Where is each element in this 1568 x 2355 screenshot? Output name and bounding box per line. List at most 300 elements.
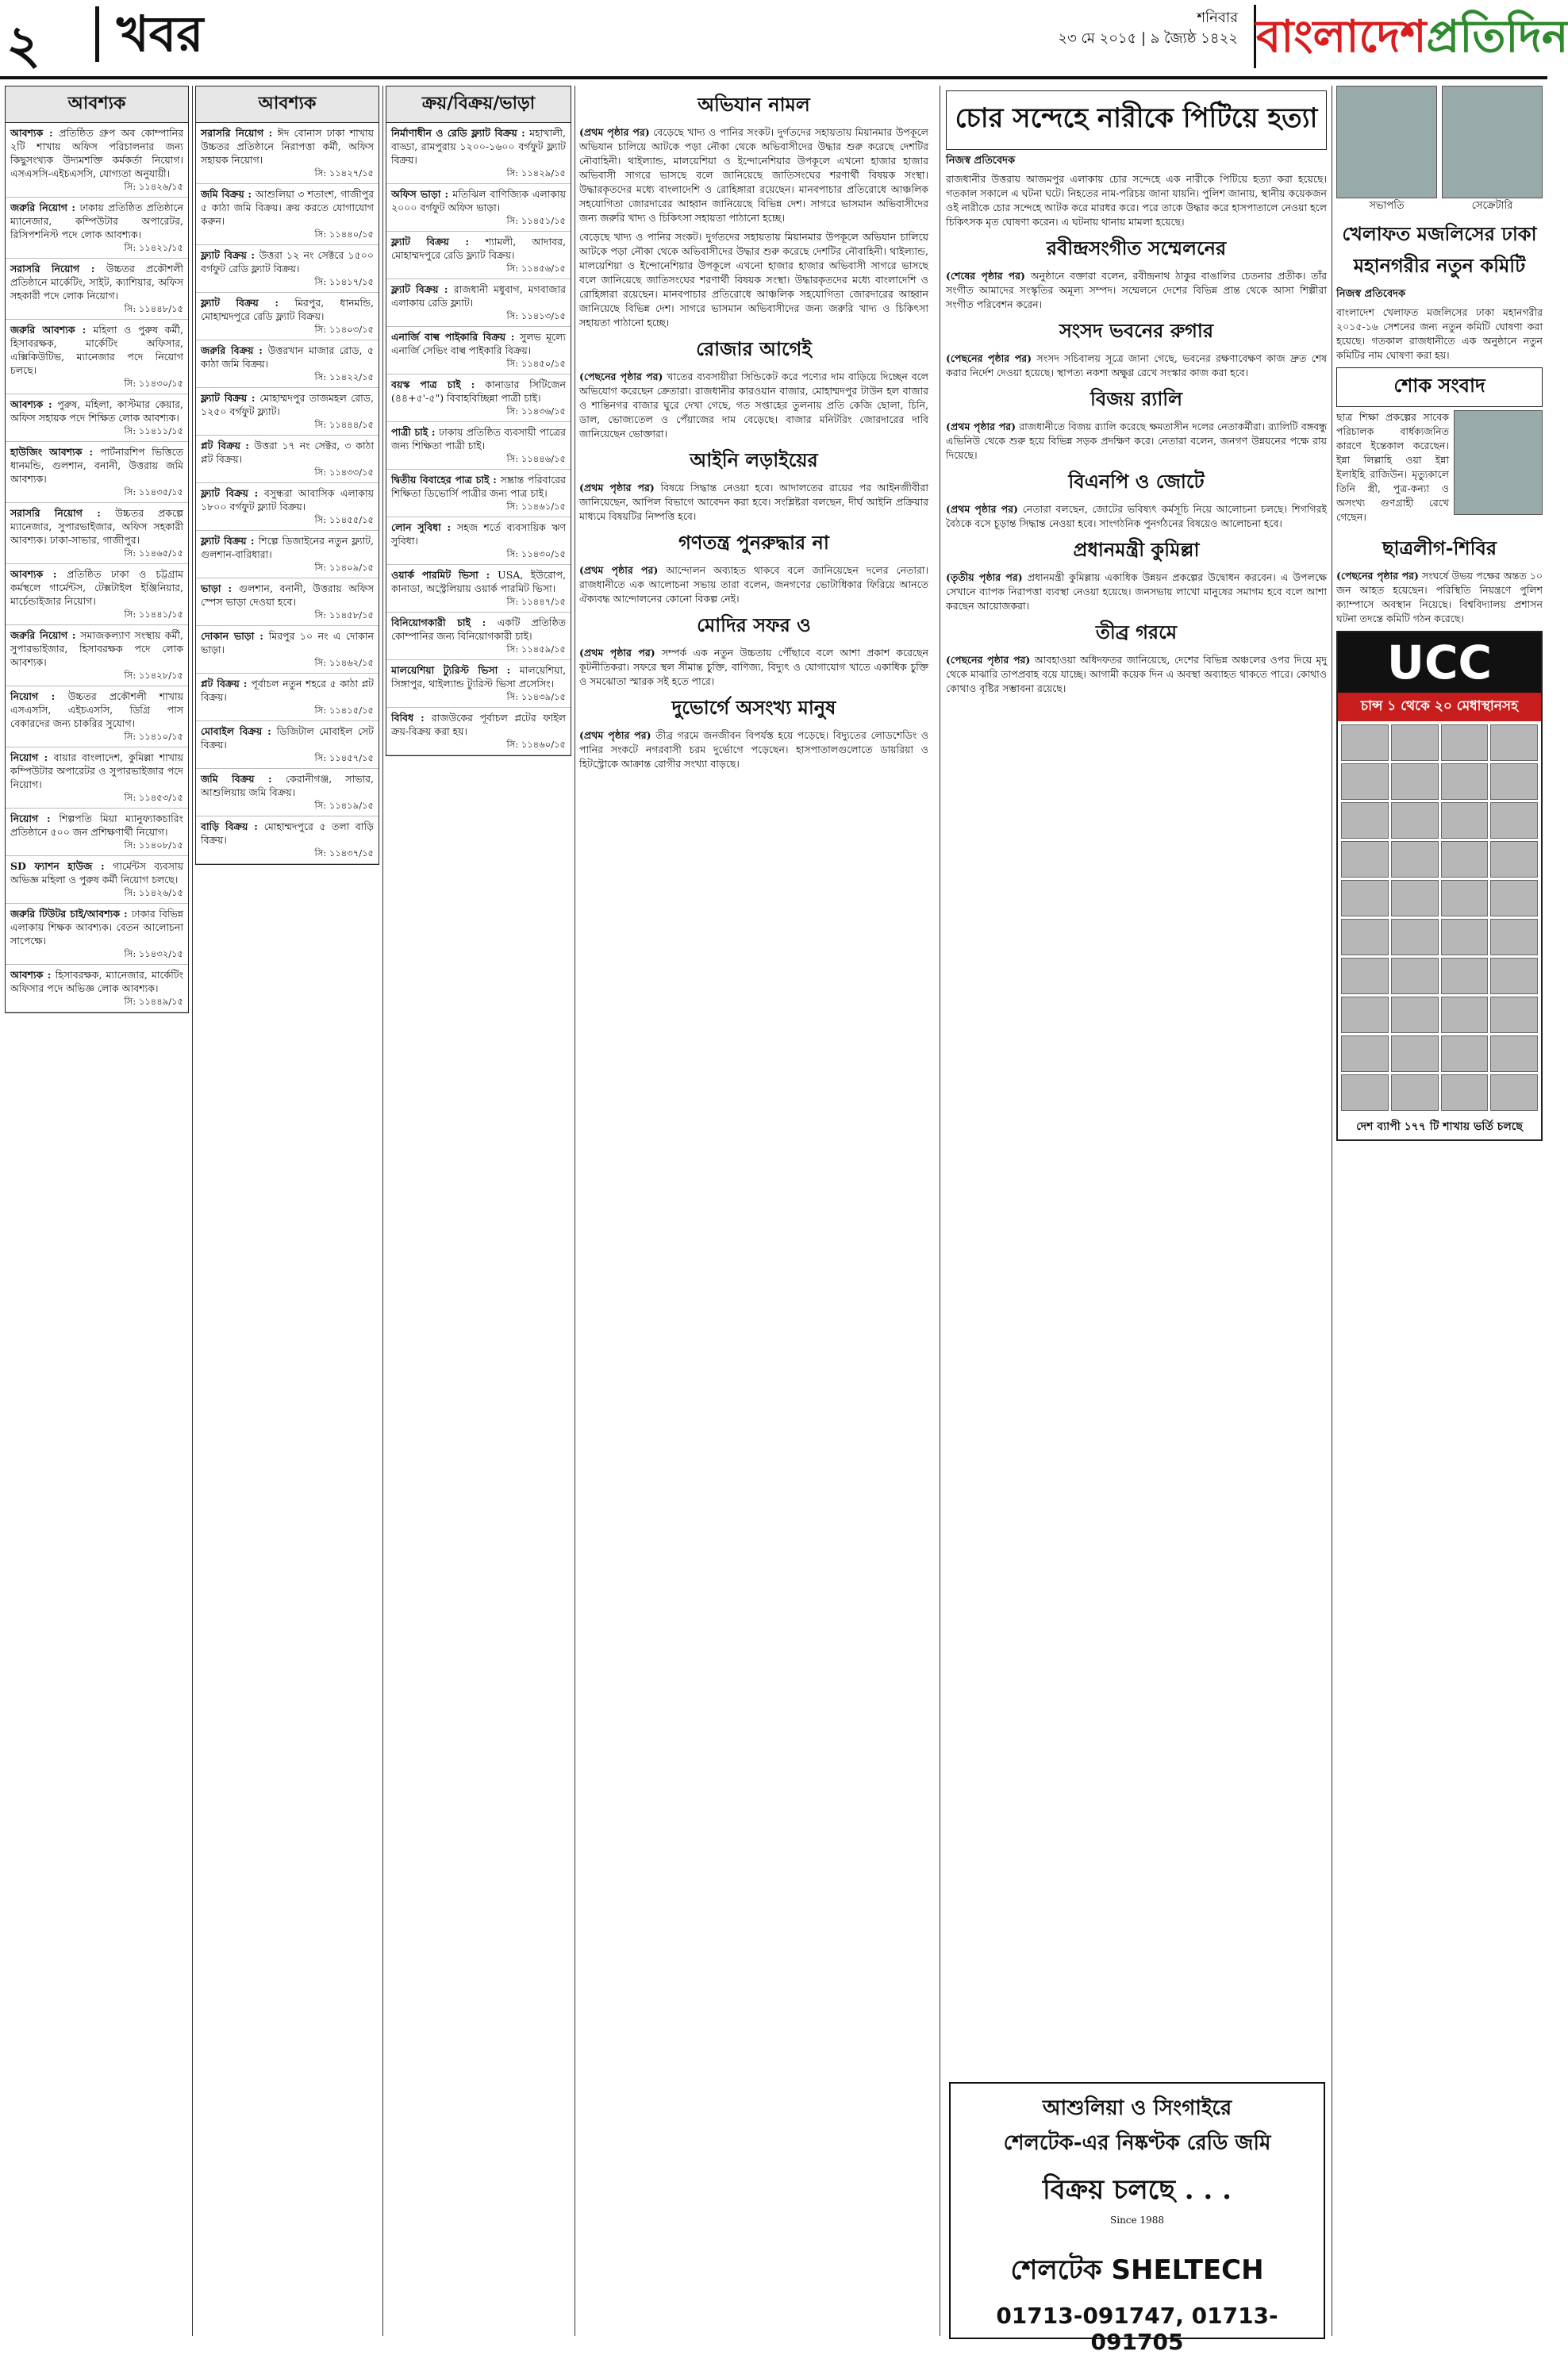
- classified-ad: [196, 123, 379, 184]
- news-headline: বিএনপি ও জোটে: [1068, 470, 1205, 493]
- news-body: [579, 230, 928, 330]
- ad-text: সম্ভ্রান্ত পরিবারের শিক্ষিতা ডিভোর্সি পাত্রীর জন্য পাত্র চাই।: [391, 474, 566, 499]
- ucc-student-photo: [1391, 841, 1439, 878]
- ad-code: সি: ১১৪৪৬/১৫: [506, 453, 566, 464]
- news-body: [946, 653, 1327, 696]
- classifieds-col-2: [195, 86, 379, 2336]
- ad-text: মিরপুর ১০ নং এ দোকান ভাড়া।: [201, 630, 374, 655]
- ad-code: সি: ১১৪৩৯/১৫: [506, 691, 566, 702]
- news-body: [579, 370, 928, 441]
- ucc-student-photo: [1441, 763, 1489, 800]
- classified-ad: [6, 965, 188, 1012]
- classified-ad: [196, 674, 379, 721]
- ad-lead: ফ্ল্যাট বিক্রয় :: [201, 297, 295, 309]
- news-headline: মোদির সফর ও: [697, 613, 811, 636]
- ucc-student-photo: [1391, 880, 1439, 916]
- classified-ad: [6, 394, 188, 442]
- classified-ad: [196, 436, 379, 483]
- ad-lead: নিয়োগ :: [10, 751, 54, 763]
- classified-ad: [6, 856, 188, 904]
- ad-line: শেলটেক-এর নিষ্কণ্টক রেডি জমি: [1003, 2131, 1271, 2155]
- ad-code: সি: ১১৪৩৫/১৫: [124, 486, 183, 498]
- news-body: [579, 646, 928, 689]
- ad-lead: নিয়োগ :: [10, 690, 68, 702]
- ad-text: উত্তরা ১৭ নং সেক্টর, ৩ কাঠা প্লট বিক্রয়।: [201, 440, 374, 465]
- ad-code: সি: ১১৪৩০/১৫: [124, 378, 183, 389]
- news-continuation: (পেছনের পৃষ্ঠার পর): [946, 654, 1031, 666]
- classified-ad: [386, 660, 571, 708]
- ad-code: সি: ১১৪২৬/১৫: [124, 887, 183, 898]
- classified-ad: [196, 388, 379, 436]
- ucc-student-photo: [1441, 997, 1489, 1033]
- news-continuation: (তৃতীয় পৃষ্ঠার পর): [946, 571, 1023, 583]
- ad-code: সি: ১১৪৩০/১৫: [506, 548, 566, 559]
- ucc-student-photo: [1341, 880, 1389, 916]
- ad-lead: অফিস ভাড়া :: [391, 188, 453, 200]
- ad-code: সি: ১১৪৫১/১৫: [506, 215, 566, 226]
- news-text: সংঘর্ষে উভয় পক্ষের অন্তত ১০ জন আহত হয়েছেন। পরিস্থিতি নিয়ন্ত্রণে পুলিশ ক্যাম্পাসে অবস্থান নিয়েছে। বিশ্ববিদ্যালয় প্রশাসন ঘটনা তদন্তে কমিটি গঠন করেছে।: [1336, 570, 1543, 624]
- ad-line: আশুলিয়া ও সিংগাইরে: [1042, 2096, 1232, 2120]
- news-continuation: (শেষের পৃষ্ঠার পর): [946, 270, 1025, 282]
- ad-code: সি: ১১৪২৯/১৫: [506, 167, 566, 179]
- ucc-student-photo: [1391, 997, 1439, 1033]
- ad-text: গার্মেন্টস ব্যবসায় অভিজ্ঞ মহিলা ও পুরুষ কর্মী নিয়োগ চলছে।: [10, 860, 183, 886]
- ad-text: আশুলিয়া ৩ শতাংশ, গাজীপুর ৫ কাঠা জমি বিক্রয়। ক্রয় করতে যোগাযোগ করুন।: [201, 188, 375, 227]
- ad-code: সি: ১১৪৪৭/১৫: [506, 596, 566, 607]
- ad-text: মোহাম্মদপুরে ৫ তলা বাড়ি বিক্রয়।: [201, 820, 374, 846]
- ad-text: সহজ শর্তে ব্যবসায়িক ঋণ সুবিধা।: [391, 521, 567, 547]
- sheltech-ad[interactable]: [949, 2082, 1325, 2355]
- classified-ad: [6, 809, 188, 856]
- ucc-student-photo: [1341, 958, 1389, 994]
- ad-code: সি: ১১৪৬২/১৫: [314, 657, 374, 668]
- ucc-student-photo: [1341, 724, 1389, 761]
- classified-ad: [196, 184, 379, 245]
- ad-lead: ফ্ল্যাট বিক্রয় :: [201, 249, 259, 261]
- classified-ad: [386, 708, 571, 755]
- ad-lead: নির্মাণাধীন ও রেডি ফ্ল্যাট বিক্রয় :: [391, 127, 530, 139]
- ucc-student-photo: [1341, 919, 1389, 955]
- masthead-green: প্রতিদিন: [1426, 10, 1568, 63]
- classified-ad: [386, 279, 571, 327]
- news-text: ছাত্র শিক্ষা প্রকল্পের সাবেক পরিচালক বার্ধক্যজনিত কারণে ইন্তেকাল করেছেন। ইন্না লিল্লাহি ওয়া ইন্না ইলাইহি রাজিউন। মৃত্যুকালে তিনি স্ত্রী, পুত্র-কন্যা ও অসংখ্য গুণগ্রাহী রেখে গেছেন।: [1336, 411, 1449, 523]
- news-byline: নিজস্ব প্রতিবেদক: [1336, 288, 1406, 300]
- ad-lead: ওয়ার্ক পারমিট ভিসা :: [391, 569, 498, 581]
- ad-code: সি: ১১৪৪৯/১৫: [124, 996, 183, 1007]
- ad-text: USA, ইউরোপ, কানাডা, অস্ট্রেলিয়ায় ওয়ার্ক পারমিট ভিসা।: [391, 569, 566, 594]
- news-col-middle: [946, 86, 1327, 2336]
- ad-lead: মোবাইল বিক্রয় :: [201, 725, 277, 737]
- ad-text: কানাডার সিটিজেন (৪৪+৫'-৫") বিবাহবিচ্ছিন্না পাত্রী চাই।: [391, 378, 566, 404]
- ad-text: শ্যামলী, আদাবর, মোহাম্মদপুরে রেডি ফ্ল্যাট বিক্রয়।: [391, 236, 566, 261]
- ad-text: উচ্চতর প্রকৌশলী প্রতিষ্ঠানে মার্কেটিং, সাইট, ক্যাশিয়ার, অফিস সহকারী পদে লোক নিয়োগ।: [10, 263, 183, 302]
- ad-code: সি: ১১৪৪০/১৫: [314, 229, 374, 240]
- ad-lead: ভাড়া :: [201, 582, 240, 594]
- classified-ad: [196, 340, 379, 388]
- ad-text: পুরুষ, মহিলা, কাস্টমার কেয়ার, অফিস সহায়ক পদে শিক্ষিত লোক আবশ্যক।: [10, 398, 184, 424]
- ad-text: রাজউকের পূর্বাচল প্লটের ফাইল ক্রয়-বিক্রয় করা হয়।: [391, 712, 566, 737]
- ad-text: মহাখালী, বাড্ডা, রামপুরায় ১২০০-১৬০০ বর্গফুট ফ্ল্যাট বিক্রয়।: [391, 127, 566, 166]
- news-headline: খেলাফত মজলিসের ঢাকা মহানগরীর নতুন কমিটি: [1342, 222, 1537, 277]
- classified-ad: [6, 904, 188, 965]
- ad-lead: ফ্ল্যাট বিক্রয় :: [391, 236, 486, 248]
- news-text: তীব্র গরমে জনজীবন বিপর্যস্ত হয়ে পড়েছে। বিদ্যুতের লোডশেডিং ও পানির সংকটে নগরবাসী চরম দুর্ভোগে পড়েছেন। হাসপাতালগুলোতে ডায়রিয়া ও হিটস্ট্রোকে আক্রান্ত রোগীর সংখ্যা বাড়ছে।: [579, 729, 929, 770]
- ad-text: ঈদ বোনাস ঢাকা শাখায় উচ্চতর প্রতিষ্ঠানে নিরাপত্তা কর্মী, অফিস সহায়ক নিয়োগ।: [201, 127, 374, 166]
- masthead-red: বাংলাদেশ: [1256, 10, 1427, 63]
- ad-text: সুলভ মূল্যে এনার্জি সেভিং বাল্ব পাইকারি বিক্রয়।: [391, 331, 566, 356]
- news-continuation: (প্রথম পৃষ্ঠার পর): [946, 503, 1018, 515]
- news-body: [946, 571, 1327, 613]
- ucc-student-photo: [1441, 802, 1489, 839]
- ad-lead: আবশ্যক :: [10, 127, 60, 139]
- news-headline: শোক সংবাদ: [1336, 367, 1543, 407]
- news-text: বেড়েছে খাদ্য ও পানির সংকট। দুর্গতদের সহায়তায় মিয়ানমার উপকূলে অভিযান চালিয়ে আটকে পড়া নৌকা থেকে অভিবাসীদের উদ্ধার শুরু করেছে দেশটির নৌবাহিনী। থাইল্যান্ড, মালয়েশিয়া ও ইন্দোনেশিয়ার উপকূলে এখনো হাজার হাজার অভিবাসী সাগরে ভাসছে বলে জানিয়েছে জাতিসংঘের শরণার্থী বিষয়ক সংস্থা। উদ্ধারকৃতদের মধ্যে বাংলাদেশি ও রোহিঙ্গারা রয়েছেন। মানবপাচার প্রতিরোধে আঞ্চলিক সহযোগিতা জোরদারের আহ্বান জানিয়েছে বিভিন্ন দেশ। সাগরে ভাসমান অভিবাসীদের জন্য জরুরি খাদ্য ও চিকিৎসা সহায়তা পাঠানো হচ্ছে।: [579, 126, 928, 224]
- ad-lead: হাউজিং আবশ্যক :: [10, 446, 101, 458]
- ucc-student-photo: [1441, 958, 1489, 994]
- classified-ad: [386, 565, 571, 613]
- news-body: [579, 125, 928, 225]
- page-number: ২: [6, 13, 40, 75]
- ad-lead: নিয়োগ :: [10, 813, 60, 824]
- ad-lead: প্লট বিক্রয় :: [201, 440, 255, 451]
- ad-text: বায়ার বাংলাদেশ, কুমিল্লা শাখায় কম্পিউটার অপারেটর ও সুপারভাইজার পদে নিয়োগ।: [10, 751, 183, 790]
- ucc-student-photo: [1391, 958, 1439, 994]
- ad-lead: জমি বিক্রয় :: [201, 188, 256, 200]
- ad-text: ঢাকায় প্রতিষ্ঠিত প্রতিষ্ঠানে ম্যানেজার, কম্পিউটার অপারেটর, রিসিপশনিস্ট পদে লোক আবশ্যক।: [10, 202, 183, 240]
- ucc-student-photo: [1391, 1074, 1439, 1111]
- ad-text: মতিঝিল বাণিজ্যিক এলাকায় ২০০০ বর্গফুট অফিস ভাড়া।: [391, 188, 566, 213]
- portrait-caption: সেক্রেটারি: [1471, 200, 1513, 212]
- classifieds-title: আবশ্যক: [6, 86, 188, 123]
- ad-lead: আবশ্যক :: [10, 568, 67, 580]
- ad-code: সি: ১১৪৩২/১৫: [124, 948, 183, 959]
- classified-ad: [386, 517, 571, 565]
- ad-lead: ফ্ল্যাট বিক্রয় :: [201, 487, 264, 499]
- ad-code: সি: ১১৪২৭/১৫: [314, 167, 374, 179]
- ad-lead: সরাসরি নিয়োগ :: [10, 263, 106, 275]
- ad-text: মোহাম্মদপুর তাজমহল রোড, ১২৫০ বর্গফুট ফ্ল্যাট।: [201, 392, 374, 417]
- ad-code: সি: ১১৪৫৭/১৫: [314, 752, 374, 763]
- ad-text: শিল্পে ডিজাইনের নতুন ফ্ল্যাট, গুলশান-বারিধারা।: [201, 535, 374, 560]
- portrait-row: [1336, 86, 1543, 215]
- ad-code: সি: ১১৪১৭/১৫: [314, 276, 374, 287]
- news-headline-lead: চোর সন্দেহে নারীকে পিটিয়ে হত্যা: [946, 90, 1327, 150]
- classified-ad: [6, 564, 188, 625]
- classified-ad: [386, 613, 571, 660]
- dateline: [889, 8, 1238, 49]
- news-body: [946, 269, 1327, 312]
- ad-text: প্রতিষ্ঠিত গ্রুপ অব কোম্পানির ২টি শাখায় অফিস পরিচালনার জন্য কিছুসংখ্যক উদ্যমশক্তি কর্মকর্তা নিয়োগ। এসএসসি-এইচএসসি, যোগ্যতা অনুযায়ী।: [10, 127, 183, 179]
- ad-lead: বিনিয়োগকারী চাই :: [391, 617, 498, 628]
- ucc-student-photo: [1341, 841, 1389, 878]
- classified-ad: [386, 375, 571, 422]
- page-header: [0, 0, 1568, 79]
- news-continuation: (পেছনের পৃষ্ঠার পর): [579, 371, 663, 382]
- ad-since: Since 1988: [1110, 2215, 1164, 2226]
- news-byline: নিজস্ব প্রতিবেদক: [946, 155, 1016, 167]
- ucc-student-photo: [1490, 958, 1538, 994]
- ad-text: প্রতিষ্ঠিত ঢাকা ও চট্টগ্রাম কর্মস্থলে গার্মেন্টস, টেক্সটাইল ইঞ্জিনিয়ার, মার্চেন্ডাইজার নিয়োগ।: [10, 568, 183, 607]
- ad-text: উচ্চতর প্রকল্পে ম্যানেজার, সুপারভাইজার, অফিস সহকারী আবশ্যক। ঢাকা-সাভার, গাজীপুর।: [10, 507, 183, 546]
- news-text: প্রধানমন্ত্রী কুমিল্লায় একাধিক উন্নয়ন প্রকল্পের উদ্বোধন করবেন। এ উপলক্ষে সেখানে ব্যাপক নিরাপত্তা ব্যবস্থা নেওয়া হয়েছে। জনসভায় লাখো মানুষের সমাগম হবে বলে আশা করছেন আয়োজকরা।: [946, 571, 1327, 612]
- classified-ad: [196, 769, 379, 816]
- classified-ad: [196, 483, 379, 531]
- classifieds-box-3: [386, 86, 571, 756]
- news-continuation: (প্রথম পৃষ্ঠার পর): [579, 126, 650, 138]
- news-text: বিষয়ে সিদ্ধান্ত নেওয়া হবে। আদালতের রায়ের পর আইনজীবীরা জানিয়েছেন, আপিল বিভাগে আবেদন করা হবে। সংশ্লিষ্টরা বলছেন, দীর্ঘ আইনি প্রক্রিয়ার মাধ্যমে বিষয়টির নিষ্পত্তি হবে।: [579, 482, 928, 522]
- ad-text: ঢাকার বিভিন্ন এলাকায় শিক্ষক আবশ্যক। বেতন আলোচনা সাপেক্ষে।: [10, 908, 183, 947]
- ad-lead: জমি বিক্রয় :: [201, 773, 286, 785]
- ucc-student-photo: [1341, 1074, 1389, 1111]
- classified-ad: [196, 626, 379, 674]
- ucc-subtitle: চান্স ১ থেকে ২০ মেধাস্থানসহ: [1338, 693, 1541, 721]
- ad-text: ঢাকায় প্রতিষ্ঠিত ব্যবসায়ী পাত্রের জন্য শিক্ষিতা পাত্রী চাই।: [391, 426, 566, 451]
- news-body: [579, 481, 928, 524]
- ad-text: শিল্পপতি মিয়া ম্যানুফ্যাকচারিং প্রতিষ্ঠানে ৫০০ জন প্রশিক্ষণার্থী নিয়োগ।: [10, 813, 183, 838]
- ad-text: পার্টনারশিপ ভিত্তিতে ধানমন্ডি, গুলশান, বনানী, উত্তরায় জমি আবশ্যক।: [10, 446, 184, 485]
- classifieds-col-3: [386, 86, 571, 2336]
- news-body: [579, 728, 928, 771]
- ad-code: সি: ১১৪২৬/১৫: [124, 181, 183, 192]
- ucc-student-photo: [1490, 763, 1538, 800]
- ad-lead: প্লট বিক্রয় :: [201, 678, 252, 690]
- classified-ad: [196, 531, 379, 578]
- ucc-coaching-ad[interactable]: [1336, 631, 1543, 1141]
- classified-ad: [6, 259, 188, 320]
- ucc-student-photo: [1441, 724, 1489, 761]
- ad-code: সি: ১১৪৫৬/১৫: [506, 263, 566, 274]
- ad-code: সি: ১১৪৫৮/১৫: [314, 609, 374, 620]
- classified-ad: [386, 232, 571, 279]
- ad-lead: বিবিধ :: [391, 712, 432, 724]
- ad-code: সি: ১১৪০৩/১৫: [314, 324, 374, 335]
- ad-lead: জরুরি নিয়োগ :: [10, 629, 81, 641]
- news-headline: দুভোর্গে অসংখ্য মানুষ: [671, 696, 836, 719]
- portrait-caption: সভাপতি: [1369, 200, 1405, 212]
- ucc-student-photo: [1341, 997, 1389, 1033]
- ad-lead: দ্বিতীয় বিবাহের পাত্র চাই :: [391, 474, 501, 486]
- ad-lead: আবশ্যক :: [10, 969, 56, 981]
- classified-ad: [386, 470, 571, 517]
- news-headline: বিজয় র‍্যালি: [1090, 387, 1183, 410]
- ucc-student-photo: [1391, 802, 1439, 839]
- ad-code: সি: ১১৪১০/১৫: [124, 731, 183, 742]
- ucc-student-photo: [1490, 1074, 1538, 1111]
- classified-ad: [196, 293, 379, 340]
- ad-code: সি: ১১৪২৮/১৫: [124, 670, 183, 681]
- news-body: [1336, 305, 1543, 363]
- classifieds-col-1: [5, 86, 189, 2336]
- ad-text: ডিজিটাল মোবাইল সেট বিক্রয়।: [201, 725, 374, 751]
- ad-lead: জরুরি আবশ্যক :: [10, 324, 94, 336]
- ad-lead: দোকান ভাড়া :: [201, 630, 269, 642]
- ucc-student-photo: [1490, 919, 1538, 955]
- ucc-student-photo: [1441, 1074, 1489, 1111]
- news-text: সংসদ সচিবালয় সূত্রে জানা গেছে, ভবনের রক্ষণাবেক্ষণ কাজ দ্রুত শেষ করার নির্দেশ দেওয়া হয়েছে। স্থাপত্য নকশা অক্ষুণ্ণ রেখে সংস্কার কাজ করা হবে।: [946, 352, 1327, 378]
- obituary-photo: [1454, 410, 1543, 515]
- classified-ad: [6, 198, 188, 259]
- ad-text: পূর্বাচল নতুন শহরে ৫ কাঠা প্লট বিক্রয়।: [201, 678, 374, 703]
- ad-code: সি: ১১৪৪৪/১৫: [314, 419, 374, 430]
- classifieds-title: ক্রয়/বিক্রয়/ভাড়া: [386, 86, 571, 123]
- ad-text: রাজধানী মধুবাগ, মগবাজার এলাকায় রেডি ফ্ল্যাট।: [391, 283, 566, 309]
- ad-phone: 01713-091747, 01713-091705: [996, 2303, 1278, 2355]
- section-title: খবর: [95, 6, 203, 62]
- ad-code: সি: ১১৪৬১/১৫: [506, 501, 566, 512]
- ucc-student-photo: [1391, 1035, 1439, 1072]
- ad-lead: সরাসরি নিয়োগ :: [10, 507, 116, 519]
- ad-text: সমাজকল্যাণ সংস্থায় কর্মী, সুপারভাইজার, হিসাবরক্ষক পদে লোক আবশ্যক।: [10, 629, 183, 668]
- news-headline: রোজার আগেই: [696, 337, 812, 360]
- classified-ad: [196, 816, 379, 864]
- ad-code: সি: ১১৪৩৩/১৫: [314, 467, 374, 478]
- classified-ad: [386, 422, 571, 470]
- ucc-student-photo: [1490, 880, 1538, 916]
- classified-ad: [6, 123, 188, 198]
- ucc-student-photo: [1341, 1035, 1389, 1072]
- news-text: রাজধানীতে বিজয় র‍্যালি করেছে ক্ষমতাসীন দলের নেতাকর্মীরা। র‍্যালিটি বঙ্গবন্ধু এভিনিউ থেকে শুরু হয়ে বিভিন্ন সড়ক প্রদক্ষিণ করে। নেতারা বলেন, জনগণ উন্নয়নের পক্ষে রায় দিয়েছে।: [946, 421, 1327, 461]
- ad-text: একটি প্রতিষ্ঠিত কোম্পানির জন্য বিনিয়োগকারী চাই।: [391, 617, 567, 642]
- day-label: শনিবার: [1197, 10, 1238, 26]
- news-text: আন্দোলন অব্যাহত থাকবে বলে জানিয়েছেন দলের নেতারা। রাজধানীতে এক আলোচনা সভায় তারা বলেন, জনগণের ভোটাধিকার ফিরিয়ে আনতে ঐক্যবদ্ধ আন্দোলনের কোনো বিকল্প নেই।: [579, 564, 929, 605]
- news-headline: রবীন্দ্রসংগীত সম্মেলনের: [1046, 236, 1227, 259]
- ucc-student-photo: [1391, 724, 1439, 761]
- classified-ad: [386, 327, 571, 375]
- ad-code: সি: ১১৪৩৬/১৫: [506, 405, 566, 417]
- sheltech-logo: শেলটেক SHELTECH: [1010, 2254, 1264, 2286]
- news-headline: অভিযান নামল: [698, 93, 810, 116]
- classifieds-box-2: [195, 86, 379, 865]
- ads-list: [6, 123, 188, 1012]
- news-text: বেড়েছে খাদ্য ও পানির সংকট। দুর্গতদের সহায়তায় মিয়ানমার উপকূলে অভিযান চালিয়ে আটকে পড়া নৌকা থেকে অভিবাসীদের উদ্ধার শুরু করেছে দেশটির নৌবাহিনী। থাইল্যান্ড, মালয়েশিয়া ও ইন্দোনেশিয়ার উপকূলে এখনো হাজার হাজার অভিবাসী সাগরে ভাসছে বলে জানিয়েছে জাতিসংঘের শরণার্থী বিষয়ক সংস্থা। উদ্ধারকৃতদের মধ্যে বাংলাদেশি ও রোহিঙ্গারা রয়েছেন। মানবপাচার প্রতিরোধে আঞ্চলিক সহযোগিতা জোরদারের আহ্বান জানিয়েছে বিভিন্ন দেশ। সাগরে ভাসমান অভিবাসীদের জন্য জরুরি খাদ্য ও চিকিৎসা সহায়তা পাঠানো হচ্ছে।: [579, 231, 928, 328]
- ad-lead: ফ্ল্যাট বিক্রয় :: [201, 392, 260, 404]
- ucc-student-photo: [1441, 880, 1489, 916]
- news-text: সম্পর্ক এক নতুন উচ্চতায় পৌঁছাবে বলে আশা প্রকাশ করেছেন কূটনীতিকরা। সফরে স্থল সীমান্ত চুক্তি, বাণিজ্য, বিদ্যুৎ ও যোগাযোগ খাতে একাধিক চুক্তি ও সমঝোতা স্মারক সই হতে পারে।: [579, 647, 929, 687]
- ucc-student-photo: [1490, 724, 1538, 761]
- news-continuation: (পেছনের পৃষ্ঠার পর): [946, 352, 1032, 364]
- ucc-student-photo: [1490, 1035, 1538, 1072]
- portrait-block: [1336, 86, 1437, 215]
- ad-text: গুলশান, বনানী, উত্তরায় অফিস স্পেস ভাড়া দেওয়া হবে।: [201, 582, 374, 608]
- ad-line: বিক্রয় চলছে . . .: [1043, 2174, 1232, 2206]
- ad-code: সি: ১১৪৫৩/১৫: [124, 792, 183, 803]
- ad-code: সি: ১১৪২১/১৫: [124, 242, 183, 253]
- classified-ad: [196, 721, 379, 769]
- ucc-student-photo: [1441, 841, 1489, 878]
- news-headline: আইনি লড়াইয়ের: [690, 448, 818, 471]
- news-continuation: (প্রথম পৃষ্ঠার পর): [579, 729, 651, 741]
- ad-lead: জরুরি বিক্রয় :: [201, 344, 268, 356]
- classified-ad: [6, 442, 188, 503]
- news-continuation: (প্রথম পৃষ্ঠার পর): [579, 647, 655, 659]
- ad-code: সি: ১১৪৪৮/১৫: [124, 303, 183, 314]
- ucc-student-photo: [1341, 763, 1389, 800]
- ad-lead: পাত্রী চাই :: [391, 426, 440, 438]
- news-body: [946, 352, 1327, 380]
- ad-code: সি: ১১৪৫৯/১৫: [506, 643, 566, 655]
- news-body: [1336, 569, 1543, 626]
- classified-ad: [196, 245, 379, 293]
- ad-text: বসুন্ধরা আবাসিক এলাকায় ১৮০০ বর্গফুট ফ্ল্যাট বিক্রয়।: [201, 487, 374, 513]
- portrait-photo: [1442, 86, 1543, 198]
- news-continuation: (প্রথম পৃষ্ঠার পর): [579, 564, 659, 576]
- ucc-footer: দেশ ব্যাপী ১৭৭ টি শাখায় ভর্তি চলছে: [1356, 1120, 1523, 1133]
- ad-lead: এনার্জি বাল্ব পাইকারি বিক্রয় :: [391, 331, 520, 343]
- ad-lead: লোন সুবিধা :: [391, 521, 457, 533]
- ad-text: উত্তরা ১২ নং সেক্টরে ১৫০০ বর্গফুট রেডি ফ্ল্যাট বিক্রয়।: [201, 249, 374, 275]
- news-text: বাংলাদেশ খেলাফত মজলিসের ঢাকা মহানগরীর ২০১৫-১৬ সেশনের জন্য নতুন কমিটি ঘোষণা করা হয়েছে। গতকাল রাজধানীতে এক অনুষ্ঠানে নতুন কমিটির নাম ঘোষণা করা হয়।: [1336, 306, 1543, 361]
- ad-code: সি: ১১৪৫০/১৫: [506, 358, 566, 369]
- news-headline: প্রধানমন্ত্রী কুমিল্লা: [1073, 538, 1200, 561]
- ucc-student-photo: [1490, 841, 1538, 878]
- news-continuation: (প্রথম পৃষ্ঠার পর): [946, 421, 1016, 432]
- ad-lead: জরুরি নিয়োগ :: [10, 202, 80, 213]
- news-text: আবহাওয়া অধিদফতর জানিয়েছে, দেশের বিভিন্ন অঞ্চলের ওপর দিয়ে মৃদু থেকে মাঝারি তাপপ্রবাহ বয়ে যাচ্ছে। আগামী কয়েক দিন এ অবস্থা অব্যাহত থাকতে পারে। কোথাও কোথাও বৃষ্টির সম্ভাবনা রয়েছে।: [946, 654, 1327, 694]
- ad-code: সি: ১১৪৫৫/১৫: [314, 514, 374, 525]
- ad-code: সি: ১১৪১৫/১৫: [314, 705, 374, 716]
- news-body: [946, 172, 1327, 229]
- classified-ad: [6, 320, 188, 394]
- ucc-student-photo: [1341, 802, 1389, 839]
- ucc-student-photo: [1490, 997, 1538, 1033]
- classified-ad: [6, 686, 188, 747]
- portrait-block: [1442, 86, 1543, 215]
- column-divider: [192, 86, 193, 2336]
- ucc-student-photo: [1490, 802, 1538, 839]
- ad-lead: বাড়ি বিক্রয় :: [201, 820, 264, 832]
- ad-code: সি: ১১৪২২/১৫: [314, 371, 374, 382]
- column-divider: [382, 86, 383, 2336]
- news-continuation: (পেছনের পৃষ্ঠার পর): [1336, 570, 1419, 582]
- ucc-student-photo: [1441, 1035, 1489, 1072]
- ucc-logo: UCC: [1338, 632, 1541, 693]
- ad-lead: সরাসরি নিয়োগ :: [201, 127, 278, 139]
- portrait-photo: [1336, 86, 1437, 198]
- news-headline: ছাত্রলীগ-শিবির: [1382, 536, 1497, 559]
- news-headline: গণতন্ত্র পুনরুদ্ধার না: [678, 531, 829, 554]
- classifieds-title: আবশ্যক: [196, 86, 379, 123]
- ucc-student-photo: [1391, 763, 1439, 800]
- news-text: অনুষ্ঠানে বক্তারা বলেন, রবীন্দ্রনাথ ঠাকুর বাঙালির চেতনার প্রতীক। তাঁর সংগীত আমাদের সংস্কৃতির অমূল্য সম্পদ। সম্মেলনে দেশের বিভিন্ন প্রান্ত থেকে আসা শিল্পীরা সংগীত পরিবেশন করেন।: [946, 270, 1327, 310]
- news-body: [579, 563, 928, 606]
- ad-code: সি: ১১৪১৯/১৫: [314, 800, 374, 811]
- ad-text: উত্তরখান মাজার রোড, ৫ কাঠা জমি বিক্রয়।: [201, 344, 374, 370]
- ad-text: উচ্চতর প্রকৌশলী শাখায় এসএসসি, এইচএসসি, ডিগ্রি পাস বেকারদের জন্য চাকরির সুযোগ।: [10, 690, 183, 729]
- classified-ad: [386, 123, 571, 184]
- ad-lead: বয়স্ক পাত্র চাই :: [391, 378, 486, 390]
- ad-code: সি: ১১৪০৯/১৫: [314, 562, 374, 573]
- classified-ad: [386, 184, 571, 232]
- ad-lead: মালয়েশিয়া ট্যুরিস্ট ভিসা :: [391, 664, 520, 676]
- ad-lead: আবশ্যক :: [10, 398, 58, 410]
- ad-lead: ফ্ল্যাট বিক্রয় :: [391, 283, 454, 295]
- ucc-student-photo: [1391, 919, 1439, 955]
- ad-code: সি: ১১৪৬০/১৫: [506, 739, 566, 750]
- classified-ad: [6, 747, 188, 809]
- date-label: ২৩ মে ২০১৫ | ৯ জ্যৈষ্ঠ ১৪২২: [1058, 30, 1238, 47]
- news-col-right: [1336, 86, 1543, 2336]
- ad-code: সি: ১১৪১৩/১৫: [506, 310, 566, 321]
- ad-code: সি: ১১৪৪১/১৫: [124, 609, 183, 620]
- classified-ad: [196, 578, 379, 626]
- classified-ad: [6, 503, 188, 564]
- news-text: খাতের ব্যবসায়ীরা সিন্ডিকেট করে পণ্যের দাম বাড়িয়ে দিচ্ছেন বলে অভিযোগ করেছেন ক্রেতারা। রাজধানীর কারওয়ান বাজার, মোহাম্মদপুর টাউন হল বাজার ও শান্তিনগর বাজার ঘুরে দেখা গেছে, গত সপ্তাহের তুলনায় প্রতি কেজি ছোলা, চিনি, ডাল, ভোজ্যতেল ও পেঁয়াজের দাম বেড়েছে। বাজার মনিটরিং জোরদারের দাবি জানিয়েছেন ভোক্তারা।: [579, 371, 928, 440]
- masthead-logo: [1254, 5, 1568, 68]
- ad-text: মালয়েশিয়া, সিঙ্গাপুর, থাইল্যান্ড ট্যুরিস্ট ভিসা প্রসেসিং।: [391, 664, 566, 690]
- ad-text: মহিলা ও পুরুষ কর্মী, হিসাবরক্ষক, মার্কেটিং অফিসার, এক্সিকিউটিভ, ম্যানেজার পদে নিয়োগ চলছে।: [10, 324, 183, 376]
- news-headline: সংসদ ভবনের রুগার: [1059, 319, 1214, 342]
- ad-text: মিরপুর, ধানমন্ডি, মোহাম্মদপুরে রেডি ফ্ল্যাট বিক্রয়।: [201, 297, 374, 322]
